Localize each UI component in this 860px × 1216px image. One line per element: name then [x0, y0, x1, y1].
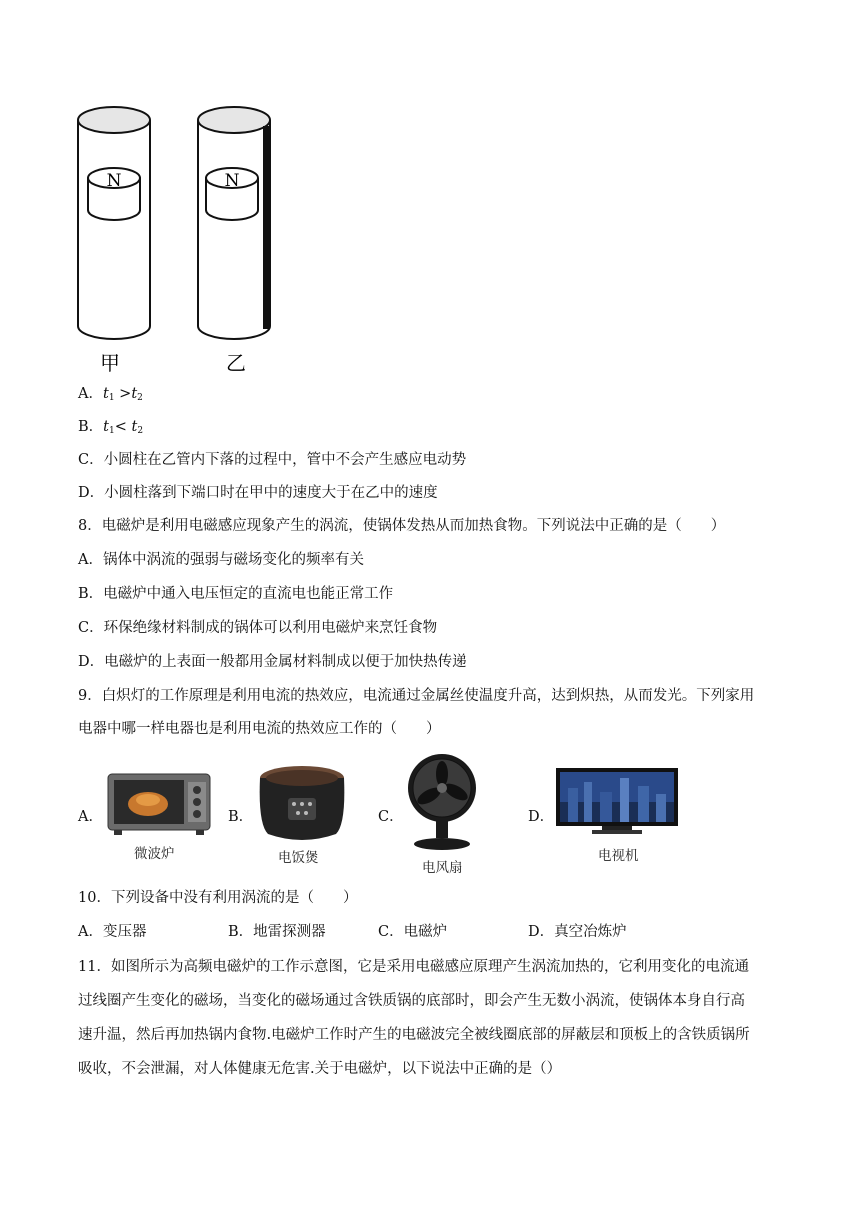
q9-option-d-label: D．	[528, 809, 555, 825]
q11-line2: 过线圈产生变化的磁场，当变化的磁场通过含铁质锅的底部时，即会产生无数小涡流，使锅体本身自行高	[78, 993, 745, 1009]
magnet-n-yi: N	[224, 171, 240, 191]
tubes-figure	[70, 98, 290, 378]
q8-option-b: B．电磁炉中通入电压恒定的直流电也能正常工作	[78, 586, 394, 602]
q9-stem-line2: 电器中哪一样电器也是利用电流的热效应工作的（ ）	[78, 721, 441, 737]
q10-option-d: D．真空冶炼炉	[528, 924, 627, 940]
microwave-caption: 微波炉	[134, 846, 175, 862]
tube-jia	[78, 107, 150, 339]
q8-option-d: D．电磁炉的上表面一般都用金属材料制成以便于加快热传递	[78, 654, 467, 670]
q7-option-d: D．小圆柱落到下端口时在甲中的速度大于在乙中的速度	[78, 485, 438, 501]
q7-option-c: C．小圆柱在乙管内下落的过程中，管中不会产生感应电动势	[78, 452, 467, 468]
electric-fan-caption: 电风扇	[422, 860, 463, 876]
q7-option-a: A．$t_1 >t_2$	[78, 386, 143, 403]
q10-option-a: A．变压器	[78, 924, 147, 940]
electric-fan-image	[402, 752, 482, 852]
q9-option-c-label: C．	[378, 809, 404, 825]
q9-option-a-label: A．	[78, 809, 103, 825]
q11-line4: 吸收，不会泄漏，对人体健康无危害.关于电磁炉，以下说法中正确的是（）	[78, 1061, 562, 1077]
q9-stem-line1: 9．白炽灯的工作原理是利用电流的热效应，电流通过金属丝使温度升高，达到炽热，从而发光。下列家用	[78, 688, 755, 704]
q7-option-b: B．$t_1< t_2$	[78, 419, 144, 436]
magnet-n-jia: N	[106, 171, 122, 191]
tv-image	[554, 766, 680, 838]
rice-cooker-image	[254, 764, 350, 844]
tube-jia-label: 甲	[100, 351, 120, 375]
tube-yi-label: 乙	[226, 351, 246, 375]
q11-line1: 11．如图所示为高频电磁炉的工作示意图，它是采用电磁感应原理产生涡流加热的，它利用变化的电流通	[78, 959, 749, 975]
tube-yi	[198, 107, 270, 339]
q9-option-b-label: B．	[228, 809, 254, 825]
q8-option-a: A．锅体中涡流的强弱与磁场变化的频率有关	[78, 552, 364, 568]
q10-option-b: B．地雷探测器	[228, 924, 326, 940]
q8-stem: 8．电磁炉是利用电磁感应现象产生的涡流，使锅体发热从而加热食物。下列说法中正确的是（ ）	[78, 518, 726, 534]
q11-line3: 速升温，然后再加热锅内食物.电磁炉工作时产生的电磁波完全被线圈底部的屏蔽层和顶板上的含铁质锅所	[78, 1027, 750, 1043]
q10-option-c: C．电磁炉	[378, 924, 448, 940]
microwave-oven-image	[106, 770, 212, 838]
q10-stem: 10．下列设备中没有利用涡流的是（ ）	[78, 890, 358, 906]
q8-option-c: C．环保绝缘材料制成的锅体可以利用电磁炉来烹饪食物	[78, 620, 438, 636]
tv-caption: 电视机	[598, 848, 639, 864]
rice-cooker-caption: 电饭煲	[278, 850, 319, 866]
